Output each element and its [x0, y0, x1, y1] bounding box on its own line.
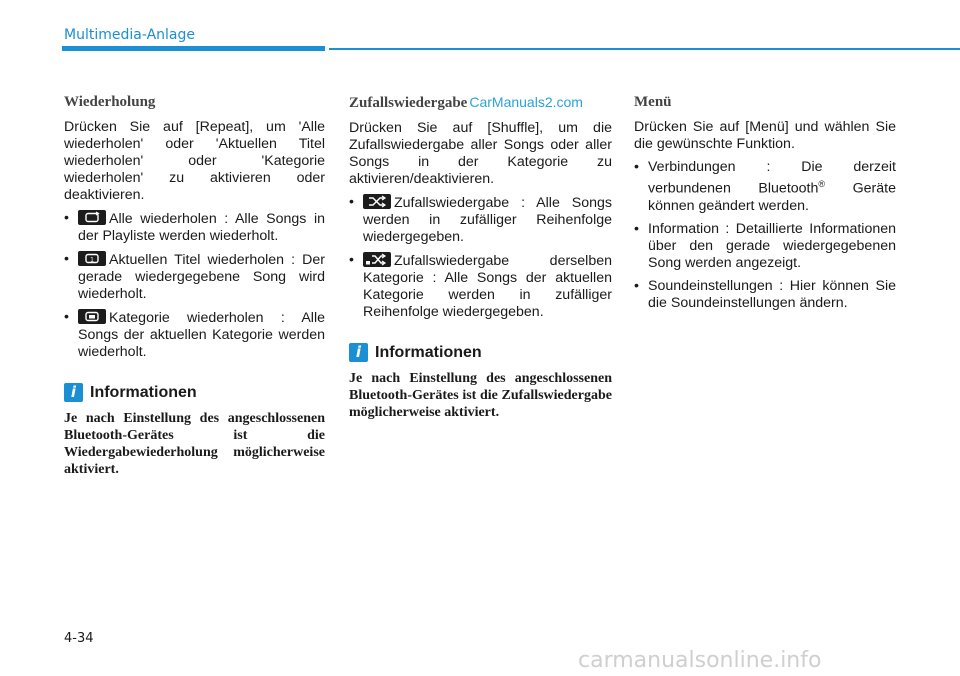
- list-item: [64, 251, 325, 303]
- watermark-top: CarManuals2.com: [469, 94, 583, 110]
- list-item-text: Geräte können geändert werden.: [648, 180, 896, 214]
- list-item: [64, 210, 325, 245]
- menu-intro: Drücken Sie auf [Menü] und wählen Sie die gewünschte Funktion.: [634, 119, 896, 152]
- shuffle-list: [349, 194, 612, 321]
- watermark-footer: carmanualsonline.info: [578, 648, 822, 673]
- list-item-text: Aktuellen Titel wiederholen : Der gerade wiedergegebene Song wird wiederholt.: [78, 252, 325, 302]
- list-item-text: Zufallswiedergabe : Alle Songs werden in zufälliger Reihenfolge wiedergegeben.: [363, 195, 612, 245]
- list-item: [634, 278, 896, 312]
- info-text: Je nach Einstellung des angeschlossenen Bluetooth-Gerätes ist die Zufallswiedergabe möglicherweise aktiviert.: [349, 371, 612, 420]
- page-number: 4-34: [64, 631, 94, 646]
- list-item: [64, 309, 325, 361]
- repeat-intro: Drücken Sie auf [Repeat], um 'Alle wiederholen' oder 'Aktuellen Titel wiederholen' oder 'Kategorie wiederholen' zu aktivieren oder deaktivieren.: [64, 119, 325, 203]
- list-item-text: Soundeinstellungen : Hier können Sie die Soundeinstellungen ändern.: [648, 277, 896, 311]
- column-shuffle: [349, 94, 612, 421]
- list-item-text: Zufallswiedergabe derselben Kategorie : Alle Songs der aktuellen Kategorie werden in zufälliger Reihenfolge wiedergegeben.: [363, 253, 612, 320]
- shuffle-icon: [363, 194, 391, 209]
- heading-shuffle-text: Zufallswiedergabe: [349, 95, 468, 111]
- list-item: [634, 221, 896, 272]
- list-item: [634, 159, 896, 215]
- heading-menu: Menü: [634, 94, 672, 110]
- shuffle-category-icon: [363, 252, 391, 267]
- shuffle-intro: Drücken Sie auf [Shuffle], um die Zufallswiedergabe aller Songs oder aller Songs in der Kategorie zu aktivieren/deaktivieren.: [349, 120, 612, 187]
- menu-list: [634, 159, 896, 312]
- info-icon: i: [349, 343, 368, 362]
- info-box-title: [64, 383, 325, 402]
- repeat-category-icon: [78, 309, 106, 324]
- list-item-text: Alle wiederholen : Alle Songs in der Playliste werden wiederholt.: [78, 211, 325, 244]
- column-menu: [634, 94, 896, 312]
- list-item: [349, 194, 612, 246]
- heading-shuffle: [349, 94, 612, 112]
- header-bar-accent: [62, 46, 325, 51]
- list-item-text: Kategorie wiederholen : Alle Songs der aktuellen Kategorie werden wiederholt.: [78, 310, 325, 360]
- info-icon: i: [64, 383, 83, 402]
- info-label: Informationen: [90, 383, 197, 401]
- list-item: [349, 252, 612, 321]
- info-label: Informationen: [375, 343, 482, 361]
- repeat-one-icon: [78, 251, 106, 266]
- list-item-text: Information : Detaillierte Informationen über den gerade wiedergegebenen Song werden angezeigt.: [648, 220, 896, 271]
- info-text: Je nach Einstellung des angeschlossenen Bluetooth-Gerätes ist die Wiedergabewiederholung möglicherweise aktiviert.: [64, 411, 325, 477]
- svg-text:1: • 1: [90, 256, 94, 264]
- heading-repeat: Wiederholung: [64, 94, 156, 110]
- column-repeat: [64, 94, 325, 478]
- list-item-text: Verbindungen : Die derzeit verbundenen Bluetooth: [648, 159, 896, 197]
- info-box-title: [349, 343, 612, 362]
- repeat-all-icon: [78, 210, 106, 225]
- registered-mark: ®: [818, 179, 826, 189]
- section-title: Multimedia-Anlage: [64, 27, 195, 43]
- header-rule: [329, 48, 960, 50]
- repeat-list: [64, 210, 325, 361]
